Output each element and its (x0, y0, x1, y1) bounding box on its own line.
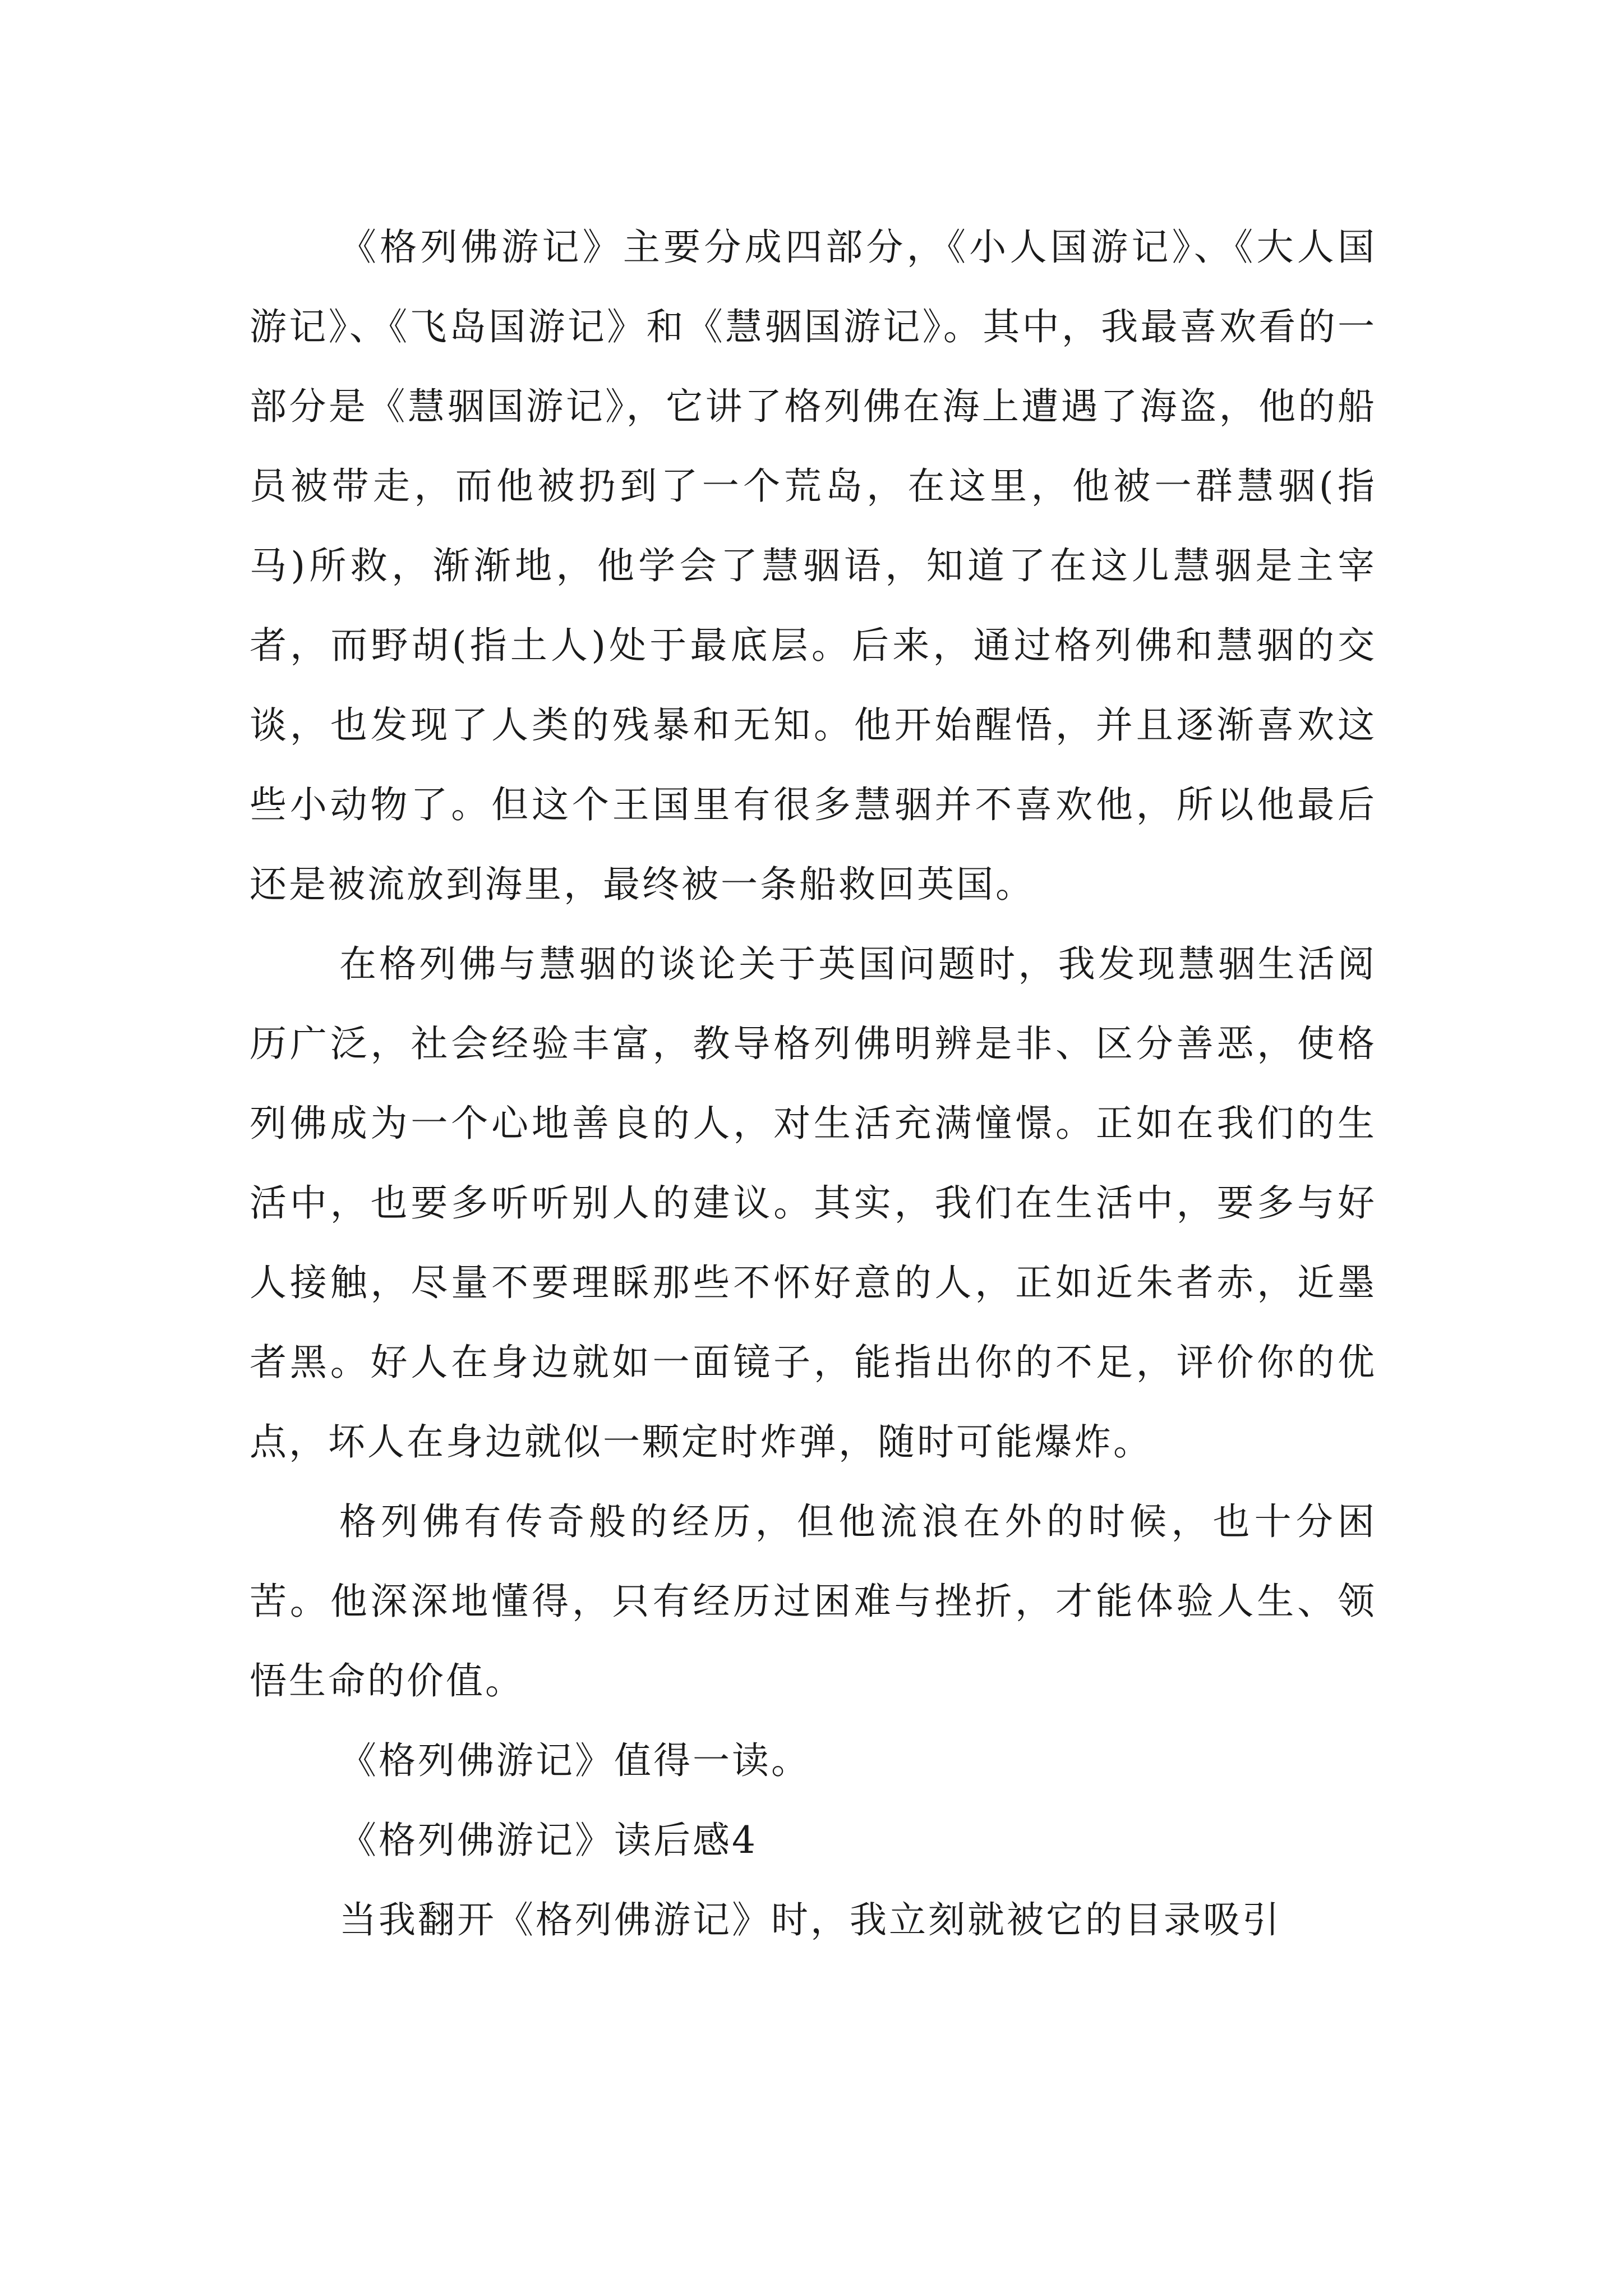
paragraph-experience: 格列佛有传奇般的经历，但他流浪在外的时候，也十分困苦。他深深地懂得，只有经历过困难与挫折，才能体验人生、领悟生命的价值。 (250, 1500, 1377, 1703)
paragraph-recommendation: 《格列佛游记》值得一读。 (339, 1739, 810, 1782)
paragraph-reflection: 在格列佛与慧骃的谈论关于英国问题时，我发现慧骃生活阅历广泛，社会经验丰富，教导格列佛明辨是非、区分善恶，使格列佛成为一个心地善良的人，对生活充满憧憬。正如在我们的生活中，也要多听听别人的建议。其实，我们在生活中，要多与好人接触，尽量不要理睬那些不怀好意的人，正如近朱者赤，近墨者黑。好人在身边就如一面镜子，能指出你的不足，评价你的优点，坏人在身边就似一颗定时炸弹，随时可能爆炸。 (250, 942, 1377, 1464)
section-heading: 《格列佛游记》读后感4 (339, 1819, 758, 1862)
paragraph-summary: 《格列佛游记》主要分成四部分，《小人国游记》、《大人国游记》、《飞岛国游记》和《慧骃国游记》。其中，我最喜欢看的一部分是《慧骃国游记》，它讲了格列佛在海上遭遇了海盗，他的船员被带走，而他被扔到了一个荒岛，在这里，他被一群慧骃(指马)所救，渐渐地，他学会了慧骃语，知道了在这儿慧骃是主宰者，而野胡(指土人)处于最底层。后来，通过格列佛和慧骃的交谈，也发现了人类的残暴和无知。他开始醒悟，并且逐渐喜欢这些小动物了。但这个王国里有很多慧骃并不喜欢他，所以他最后还是被流放到海里，最终被一条船救回英国。 (250, 226, 1377, 906)
document-body (250, 208, 1377, 1960)
paragraph-opening: 当我翻开《格列佛游记》时，我立刻就被它的目录吸引 (339, 1898, 1281, 1941)
